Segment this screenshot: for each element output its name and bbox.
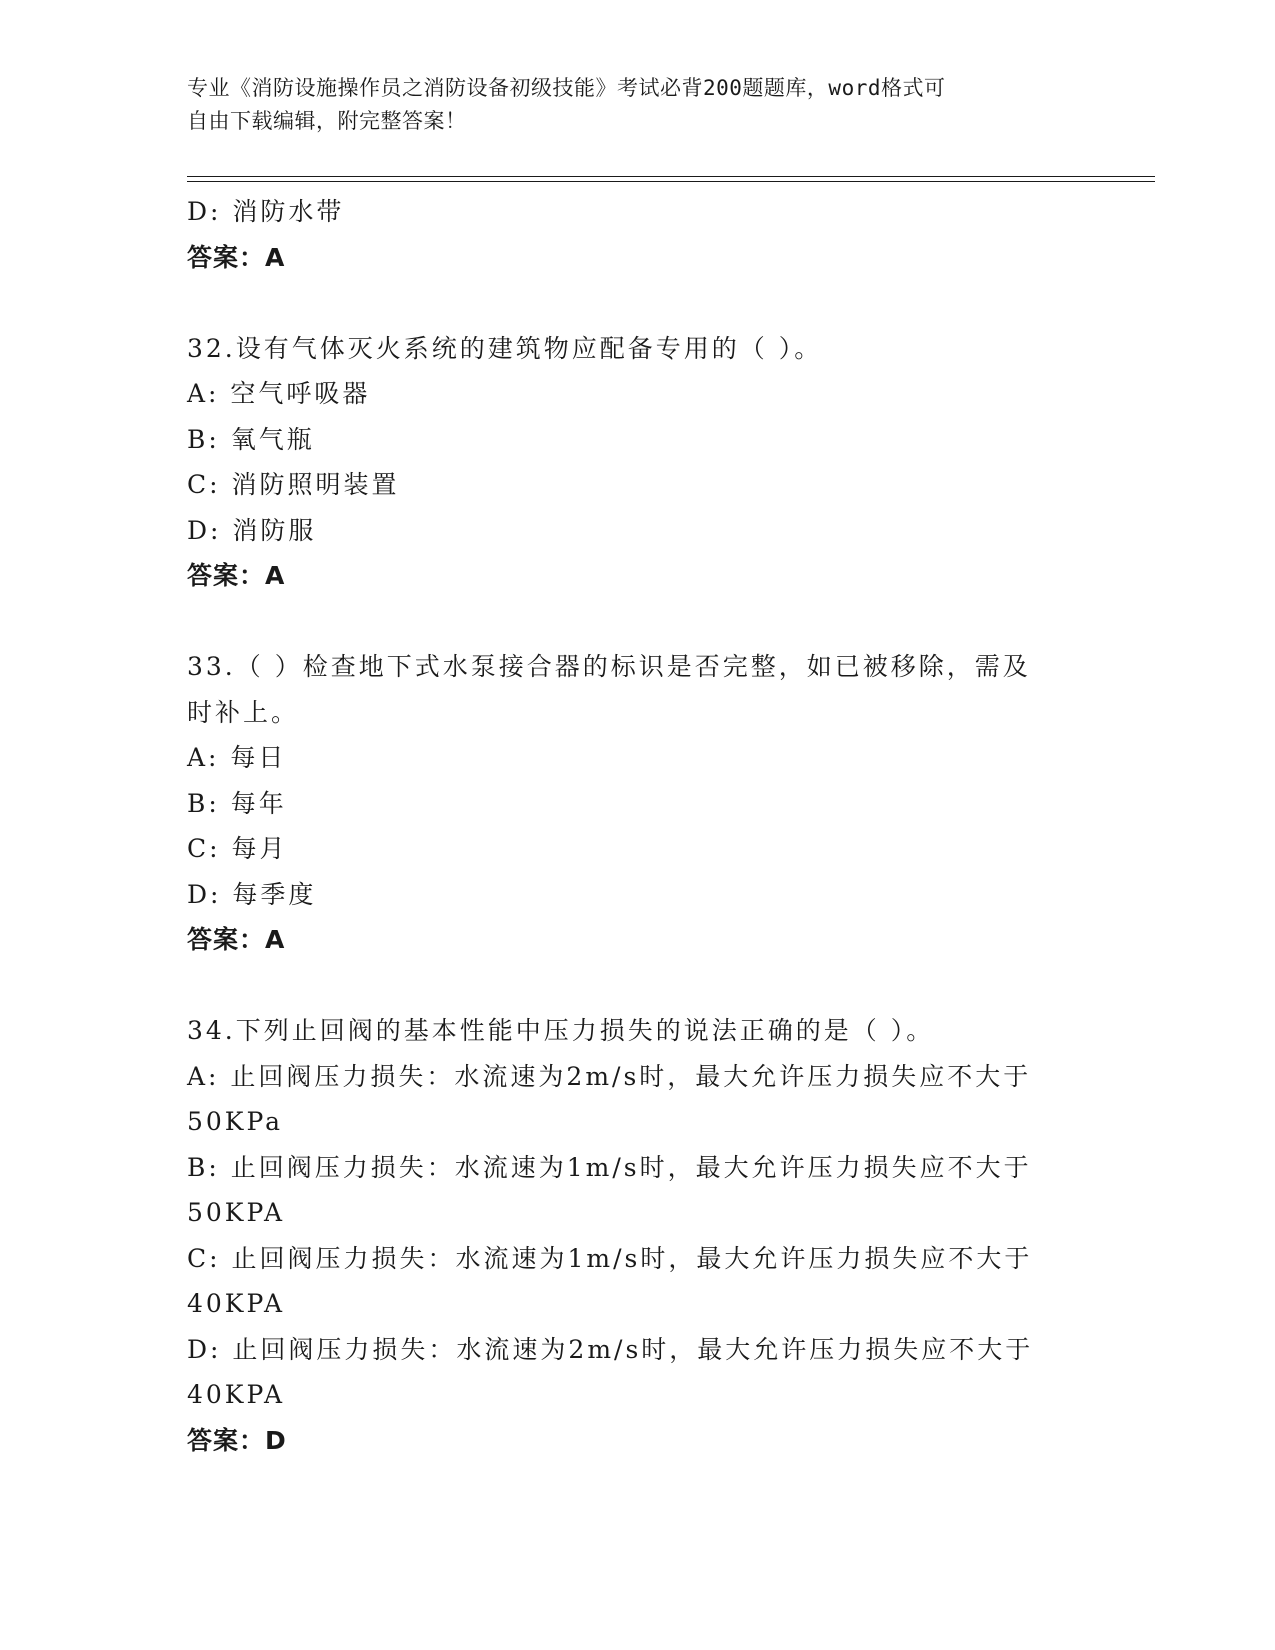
question-32 [187,326,1087,599]
option-d: D: 消防水带 [187,197,345,226]
option-a: A: 空气呼吸器 [187,379,371,408]
option-d: D: 止回阀压力损失：水流速为2m/s时，最大允许压力损失应不大于 [187,1334,1034,1364]
option-d-continued: 40KPA [187,1380,286,1409]
option-b: B: 每年 [187,788,287,818]
answer: 答案：A [187,561,286,590]
option-a: A: 止回阀压力损失：水流速为2m/s时，最大允许压力损失应不大于 [187,1061,1032,1091]
header-line-2: 自由下载编辑，附完整答案！ [187,109,467,133]
question-34 [187,1008,1087,1463]
option-a: A: 每日 [187,743,287,772]
option-b: B: 氧气瓶 [187,424,315,454]
question-stem: 32.设有气体灭火系统的建筑物应配备专用的（ ）。 [187,333,823,363]
option-c: C: 消防照明装置 [187,470,400,499]
previous-question-tail [187,189,1087,280]
answer: 答案：D [187,1425,287,1455]
option-b: B: 止回阀压力损失：水流速为1m/s时，最大允许压力损失应不大于 [187,1152,1032,1182]
option-c: C: 每月 [187,834,288,863]
header-divider-bottom [187,181,1155,182]
spacer [187,963,1087,1009]
answer: 答案：A [187,925,286,954]
option-d: D: 每季度 [187,879,317,909]
document-header [187,72,1087,138]
spacer [187,280,1087,326]
answer: 答案：A [187,242,286,272]
question-list [187,189,1087,1463]
header-line-1: 专业《消防设施操作员之消防设备初级技能》考试必背200题题库，word格式可 [187,76,946,100]
question-stem: 34.下列止回阀的基本性能中压力损失的说法正确的是（ ）。 [187,1016,935,1045]
option-b-continued: 50KPA [187,1198,286,1227]
question-33 [187,644,1087,963]
question-stem-continued: 时补上。 [187,697,300,727]
option-a-continued: 50KPa [187,1107,284,1136]
option-c-continued: 40KPA [187,1289,286,1318]
option-c: C: 止回阀压力损失：水流速为1m/s时，最大允许压力损失应不大于 [187,1243,1033,1273]
option-d: D: 消防服 [187,515,317,545]
spacer [187,599,1087,645]
header-divider-top [187,176,1155,177]
question-stem: 33.（ ）检查地下式水泵接合器的标识是否完整，如已被移除，需及 [187,652,1031,681]
